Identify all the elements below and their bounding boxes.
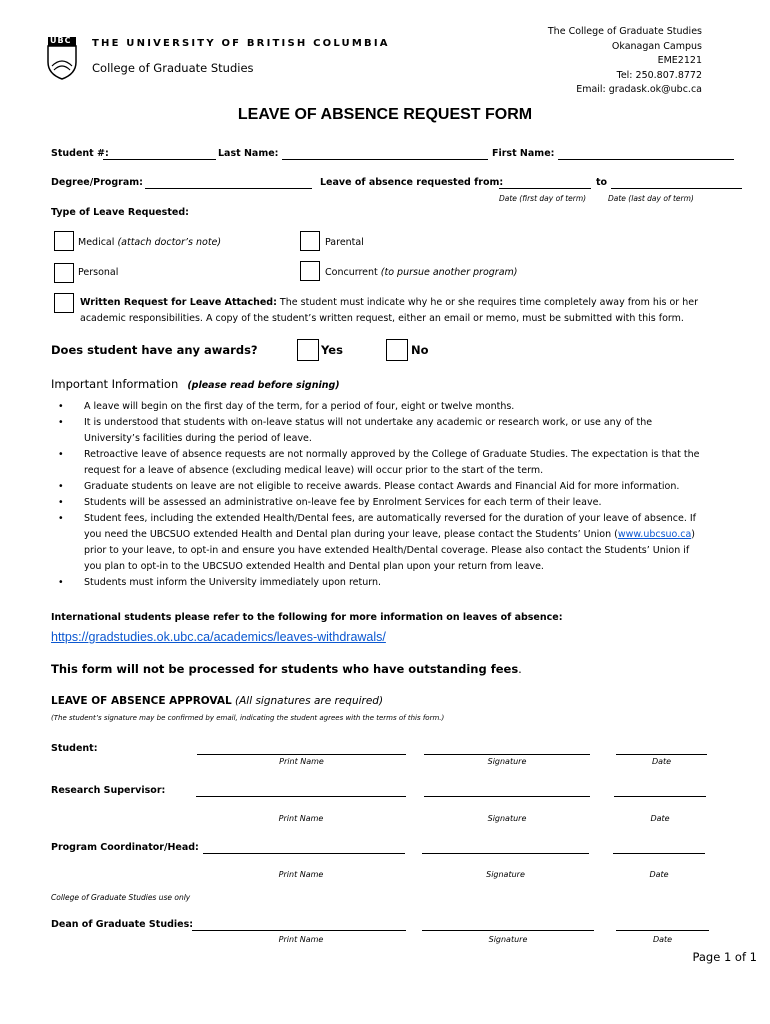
written-request-line: The student must indicate why he or she requires time completely away from his or her	[276, 297, 698, 308]
personal-checkbox[interactable]	[54, 263, 74, 283]
approval-heading-row	[51, 695, 383, 707]
fees-notice-period: .	[518, 662, 522, 676]
fees-notice-text: This form will not be processed for students who have outstanding fees	[51, 662, 519, 676]
bullet-text: Graduate students on leave are not eligible to receive awards. Please contact Awards and Financial Aid for more information.	[84, 481, 680, 492]
important-note: (please read before signing)	[187, 380, 340, 391]
awards-question: Does student have any awards?	[51, 343, 258, 357]
supervisor-date-line[interactable]	[614, 796, 706, 797]
date-first-caption: Date (first day of term)	[499, 194, 587, 203]
first-name-field[interactable]	[558, 159, 734, 160]
print-name-caption: Print Name	[279, 757, 324, 766]
leave-from-field[interactable]	[499, 188, 591, 189]
address-line: The College of Graduate Studies	[547, 26, 702, 37]
medical-checkbox[interactable]	[54, 231, 74, 251]
print-name-caption: Print Name	[278, 814, 324, 823]
bullet-text: Student fees, including the extended Health/Dental fees, are automatically reversed for the duration of your leave of absence. If	[84, 513, 697, 524]
date-caption: Date	[650, 814, 670, 823]
dean-print-name-line[interactable]	[192, 930, 406, 931]
to-label: to	[596, 177, 608, 188]
print-name-caption: Print Name	[278, 870, 324, 879]
bullet-text: Students must inform the University immediately upon return.	[84, 577, 382, 588]
awards-no-label: No	[411, 343, 429, 357]
cgs-use-only-note: College of Graduate Studies use only	[51, 893, 191, 902]
date-last-caption: Date (last day of term)	[608, 194, 694, 203]
approval-heading-note: (All signatures are required)	[235, 695, 384, 707]
page-number: Page 1 of 1	[692, 950, 757, 964]
coordinator-date-line[interactable]	[613, 853, 705, 854]
bullet-text: It is understood that students with on-leave status will not undertake any academic or research work, or use any of the	[84, 417, 653, 428]
date-caption: Date	[652, 935, 673, 944]
coordinator-sign-label: Program Coordinator/Head:	[51, 842, 199, 853]
logo-text: UBC	[50, 36, 72, 45]
print-name-caption: Print Name	[278, 935, 324, 944]
last-name-label: Last Name:	[218, 148, 279, 159]
medical-label: Medical	[78, 237, 115, 248]
approval-heading: LEAVE OF ABSENCE APPROVAL	[51, 695, 232, 707]
list-item: • Graduate students on leave are not eligible to receive awards. Please contact Awards and Financial Aid for more information.	[58, 479, 758, 495]
bullet-text: A leave will begin on the first day of the term, for a period of four, eight or twelve months.	[84, 401, 515, 412]
dean-date-line[interactable]	[616, 930, 709, 931]
supervisor-print-name-line[interactable]	[196, 796, 406, 797]
leave-type-heading: Type of Leave Requested:	[51, 207, 189, 218]
parental-label: Parental	[325, 237, 364, 248]
written-request-label: Written Request for Leave Attached:	[80, 297, 277, 308]
ubc-logo	[46, 36, 78, 80]
fees-notice	[51, 662, 522, 676]
coordinator-print-name-line[interactable]	[203, 853, 405, 854]
university-name: THE UNIVERSITY OF BRITISH COLUMBIA	[92, 38, 390, 49]
leave-to-field[interactable]	[611, 188, 742, 189]
written-request-line: academic responsibilities. A copy of the student’s written request, either an email or memo, must be submitted with this form.	[80, 312, 684, 324]
student-number-label: Student #:	[51, 148, 109, 159]
parental-checkbox[interactable]	[300, 231, 320, 251]
awards-yes-checkbox[interactable]	[297, 339, 319, 361]
student-print-name-line[interactable]	[197, 754, 406, 755]
address-line: Okanagan Campus	[611, 40, 702, 52]
ubcsuo-link[interactable]: www.ubcsuo.ca	[617, 529, 692, 540]
bullet-text: prior to your leave, to opt-in and ensure you have extended Health/Dental coverage. Please also contact the Students’ Union if	[84, 545, 690, 556]
list-item: • Retroactive leave of absence requests are not normally approved by the College of Graduate Studies. The expectation is that the request for a leave of absence (excluding medical leave) will occur prior to the start of the term.	[58, 447, 758, 479]
bullet-text: request for a leave of absence (excluding medical leave) will occur prior to the start of the term.	[84, 465, 544, 476]
personal-label: Personal	[78, 267, 119, 278]
student-number-field[interactable]	[103, 159, 216, 160]
degree-program-label: Degree/Program:	[51, 177, 143, 188]
list-item: • Students must inform the University immediately upon return.	[58, 575, 758, 591]
concurrent-note: (to pursue another program)	[380, 267, 518, 278]
list-item: • A leave will begin on the first day of the term, for a period of four, eight or twelve months.	[58, 399, 758, 415]
medical-note: (attach doctor’s note)	[117, 237, 222, 248]
date-caption: Date	[649, 870, 669, 879]
concurrent-label: Concurrent	[325, 267, 378, 278]
bullet-text: you plan to opt-in to the UBCSUO extended Health and Dental plan upon your return from leave.	[84, 561, 544, 572]
bullet-text-part: you need the UBCSUO extended Health and Dental plan during your leave, please contact the Students’ Union (	[84, 529, 618, 540]
list-item: • Students will be assessed an administrative on-leave fee by Enrolment Services for each term of their leave.	[58, 495, 758, 511]
coordinator-signature-line[interactable]	[422, 853, 589, 854]
list-item: • It is understood that students with on-leave status will not undertake any academic or research work, or use any of the University’s facilities during the period of leave.	[58, 415, 758, 447]
dean-signature-line[interactable]	[422, 930, 594, 931]
address-line: Tel: 250.807.8772	[616, 69, 702, 81]
important-list	[58, 399, 758, 591]
written-request-text	[80, 295, 750, 326]
student-sign-label: Student:	[51, 743, 98, 754]
bullet-text	[84, 527, 696, 543]
written-request-checkbox[interactable]	[54, 293, 74, 313]
awards-yes-label: Yes	[321, 343, 343, 357]
degree-program-field[interactable]	[145, 188, 312, 189]
important-heading-row	[51, 373, 340, 392]
dean-sign-label: Dean of Graduate Studies:	[51, 919, 194, 930]
bullet-text-part: )	[691, 529, 695, 540]
leave-requested-label: Leave of absence requested from:	[320, 177, 504, 188]
approval-subnote: (The student’s signature may be confirmed by email, indicating the student agrees with the terms of this form.)	[51, 714, 445, 722]
supervisor-signature-line[interactable]	[424, 796, 590, 797]
signature-caption: Signature	[487, 814, 527, 823]
concurrent-checkbox[interactable]	[300, 261, 320, 281]
date-caption: Date	[651, 757, 672, 766]
bullet-text: University’s facilities during the period of leave.	[84, 433, 312, 444]
student-date-line[interactable]	[616, 754, 707, 755]
signature-caption: Signature	[488, 935, 528, 944]
college-name: College of Graduate Studies	[92, 61, 254, 75]
bullet-text: Retroactive leave of absence requests are not normally approved by the College of Graduate Studies. The expectation is that the	[84, 449, 700, 460]
awards-no-checkbox[interactable]	[386, 339, 408, 361]
signature-caption: Signature	[487, 757, 527, 766]
important-heading: Important Information	[51, 377, 179, 391]
international-text: International students please refer to the following for more information on leaves of absence:	[51, 612, 563, 623]
page-title: LEAVE OF ABSENCE REQUEST FORM	[237, 106, 533, 123]
supervisor-sign-label: Research Supervisor:	[51, 785, 166, 796]
last-name-field[interactable]	[282, 159, 488, 160]
address-line: EME2121	[657, 55, 702, 66]
signature-caption: Signature	[486, 870, 525, 879]
medical-option	[78, 237, 221, 248]
leaves-withdrawals-link[interactable]: https://gradstudies.ok.ubc.ca/academics/leaves-withdrawals/	[51, 630, 386, 644]
email-line: Email: gradask.ok@ubc.ca	[576, 84, 702, 95]
concurrent-option	[325, 267, 517, 278]
contact-block	[548, 25, 702, 98]
bullet-text: Students will be assessed an administrative on-leave fee by Enrolment Services for each term of their leave.	[84, 497, 602, 508]
student-signature-line[interactable]	[424, 754, 590, 755]
first-name-label: First Name:	[492, 148, 555, 159]
list-item: • Student fees, including the extended Health/Dental fees, are automatically reversed for the duration of your leave of absence. If you need the UBCSUO extended Health and Dental plan during your leave, please contact the Students’ Union (www.ubcsuo.ca) prior to your leave, to opt-in and ensure you have extended Health/Dental coverage. Please also contact the Students’ Union if you plan to opt-in to the UBCSUO extended Health and Dental plan upon your return from leave.	[58, 511, 758, 575]
